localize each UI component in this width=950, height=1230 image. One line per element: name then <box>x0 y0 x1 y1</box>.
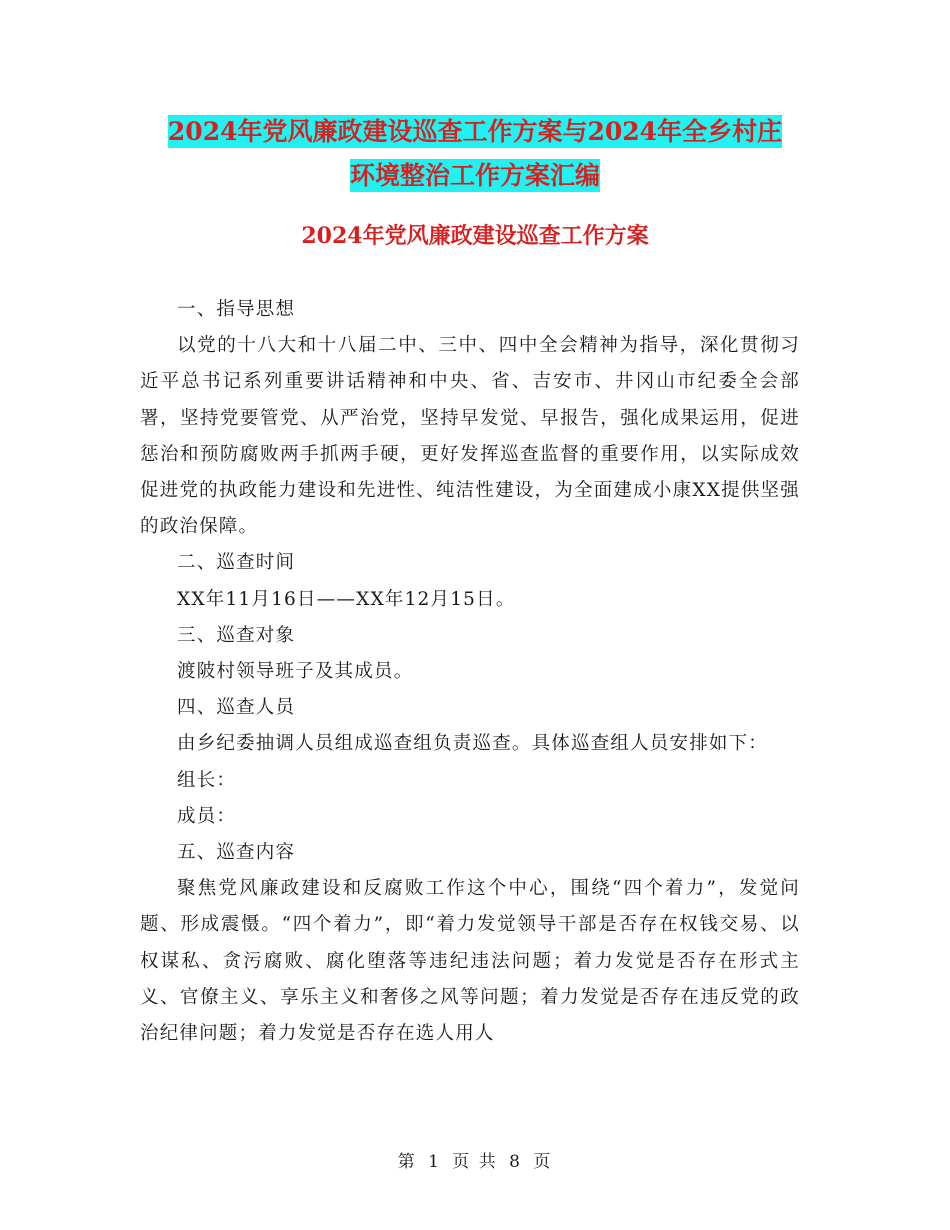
heading-inspection-target: 三、巡查对象 <box>177 624 296 646</box>
footer-suffix: 页 <box>533 1152 553 1172</box>
paragraph-inspection-time: XX年11月16日——XX年12月15日。 <box>177 588 516 610</box>
footer-total-pages: 8 <box>509 1152 522 1172</box>
footer-prefix: 第 <box>397 1152 417 1172</box>
paragraph-inspection-target: 渡陂村领导班子及其成员。 <box>177 661 414 683</box>
paragraph-inspection-content: 聚焦党风廉政建设和反腐败工作这个中心，围绕“四个着力”，发觉问题、形成震慑。“四个着力”，即“着力发觉领导干部是否存在权钱交易、以权谋私、贪污腐败、腐化堕落等违纪违法问题；着力发觉是否存在形式主义、官僚主义、享乐主义和奢侈之风等问题；着力发觉是否存在违反党的政治纪律问题；着力发觉是否存在选人用人 <box>140 878 800 1045</box>
document-title-line-1: 2024年党风廉政建设巡查工作方案与2024年全乡村庄 <box>167 117 783 146</box>
page-footer <box>0 1147 950 1172</box>
paragraph-group-leader: 组长： <box>177 769 237 791</box>
heading-inspection-time: 二、巡查时间 <box>177 552 296 574</box>
heading-inspection-personnel: 四、巡查人员 <box>177 697 296 719</box>
paragraph-guiding-ideology: 以党的十八大和十八届二中、三中、四中全会精神为指导，深化贯彻习近平总书记系列重要讲话精神和中央、省、吉安市、井冈山市纪委全会部署，坚持党要管党、从严治党，坚持早发觉、早报告，强化成果运用，促进惩治和预防腐败两手抓两手硬，更好发挥巡查监督的重要作用，以实际成效促进党的执政能力建设和先进性、纯洁性建设，为全面建成小康XX提供坚强的政治保障。 <box>140 335 800 538</box>
footer-mid: 页 共 <box>452 1152 498 1172</box>
paragraph-members: 成员： <box>177 805 237 827</box>
section-title: 2024年党风廉政建设巡查工作方案 <box>301 223 649 249</box>
document-title <box>140 110 810 198</box>
document-body <box>140 292 800 1052</box>
heading-inspection-content: 五、巡查内容 <box>177 842 296 864</box>
heading-guiding-ideology: 一、指导思想 <box>177 299 296 320</box>
document-title-line-2: 环境整治工作方案汇编 <box>349 161 600 190</box>
paragraph-inspection-personnel: 由乡纪委抽调人员组成巡查组负责巡查。具体巡查组人员安排如下： <box>177 733 769 755</box>
footer-page-number: 1 <box>428 1152 441 1172</box>
